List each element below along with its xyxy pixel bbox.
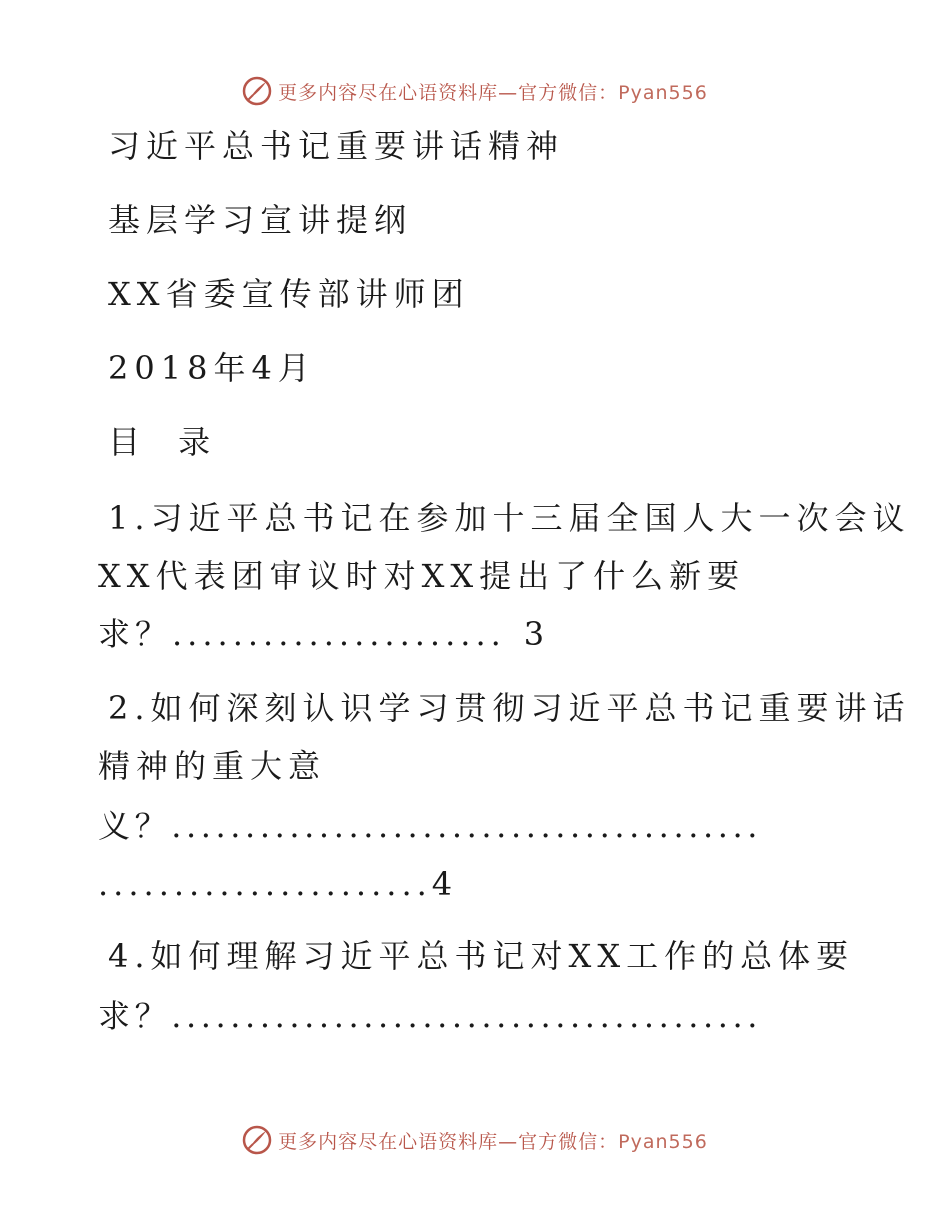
header-watermark xyxy=(0,71,950,111)
document-title-line-2: 基层学习宣讲提纲 xyxy=(108,201,413,239)
toc-item-2-line-1: 2.如何深刻认识学习贯彻习近平总书记重要讲话 xyxy=(108,689,911,727)
toc-item-1-line-2: XX代表团审议时对XX提出了什么新要 xyxy=(98,557,746,595)
toc-item-1-line-3: 求？...................... 3 xyxy=(98,615,550,653)
toc-heading: 目 录 xyxy=(108,423,225,461)
quill-logo-icon xyxy=(242,76,272,106)
quill-logo-icon xyxy=(242,1125,272,1155)
toc-item-1-page: 3 xyxy=(523,615,550,653)
toc-item-2-line-4: ......................4 xyxy=(98,865,458,903)
toc-item-4-line-2: 求？........................................ xyxy=(98,997,763,1035)
toc-item-4-line-1: 4.如何理解习近平总书记对XX工作的总体要 xyxy=(108,937,855,975)
watermark-text: 更多内容尽在心语资料库—官方微信：Pyan556 xyxy=(278,81,708,104)
document-title-line-1: 习近平总书记重要讲话精神 xyxy=(108,127,565,165)
date-line: 2018年4月 xyxy=(108,349,316,387)
footer-watermark xyxy=(0,1120,950,1160)
toc-item-2-line-3: 义？........................................ xyxy=(98,807,763,845)
toc-item-1-line-1: 1.习近平总书记在参加十三届全国人大一次会议 xyxy=(108,499,911,537)
toc-item-2-line-2: 精神的重大意 xyxy=(98,747,327,785)
watermark-text: 更多内容尽在心语资料库—官方微信：Pyan556 xyxy=(278,1130,708,1153)
toc-item-2-page: 4 xyxy=(431,865,458,903)
issuer-line: XX省委宣传部讲师团 xyxy=(108,275,470,313)
